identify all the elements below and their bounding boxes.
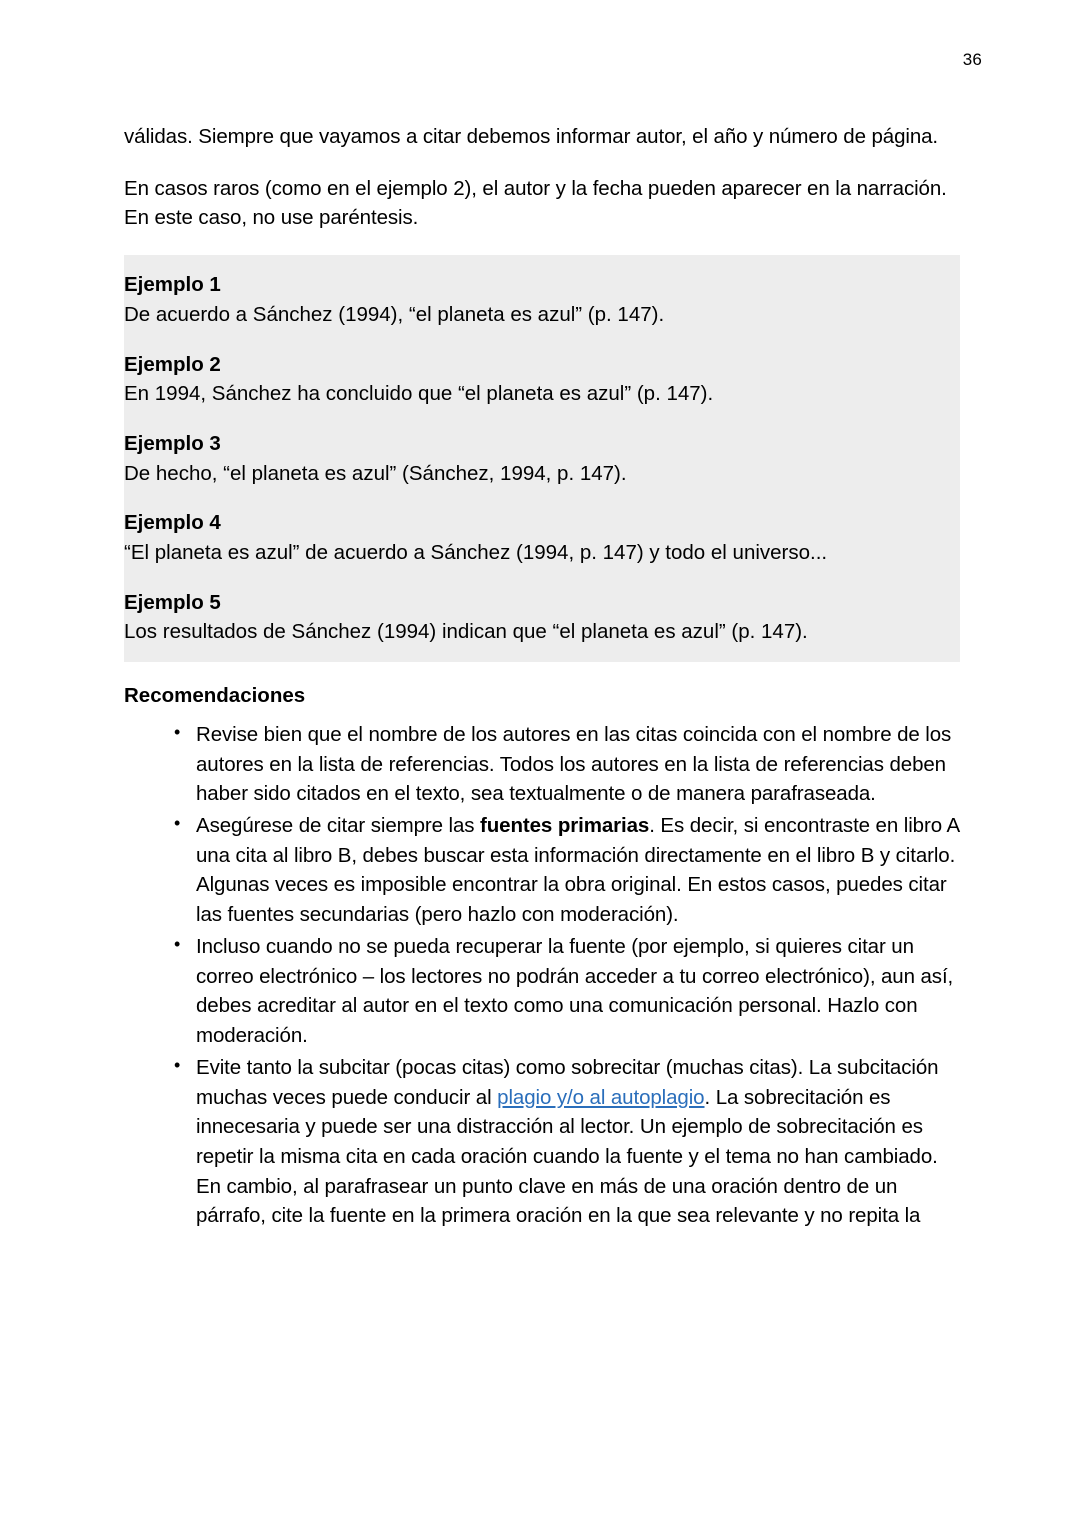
list-item-emphasis: fuentes primarias [480,814,650,838]
list-item [174,932,960,1051]
example-title: Ejemplo 4 [124,511,221,535]
example-title: Ejemplo 1 [124,273,221,297]
section-heading-recomendaciones: Recomendaciones [124,683,306,707]
list-item [174,720,960,809]
example-title: Ejemplo 2 [124,352,221,376]
example-title: Ejemplo 5 [124,590,221,614]
body-paragraph-2: En casos raros (como en el ejemplo 2), el autor y la fecha pueden aparecer en la narración. En este caso, no use paréntesis. [124,176,947,230]
plagio-autoplagio-link[interactable]: plagio y/o al autoplagio [497,1085,705,1109]
example-text: En 1994, Sánchez ha concluido que “el planeta es azul” (p. 147). [124,382,714,406]
example-text: De acuerdo a Sánchez (1994), “el planeta es azul” (p. 147). [124,302,665,326]
list-item-text: Asegúrese de citar siempre las [196,814,481,838]
list-item-text: Incluso cuando no se pueda recuperar la fuente (por ejemplo, si quieres citar un correo electrónico – los lectores no podrán acceder a tu correo electrónico), aun así, debes acreditar al autor en el texto como una comunicación personal. Hazlo con moderación. [196,934,954,1048]
example-block [124,589,960,646]
page-content [124,122,960,1233]
example-text: “El planeta es azul” de acuerdo a Sánchez (1994, p. 147) y todo el universo... [124,540,828,564]
example-block [124,430,960,487]
list-item-text: Revise bien que el nombre de los autores en las citas coincida con el nombre de los autores en la lista de referencias. Todos los autores en la lista de referencias deben haber sido citados en el texto, sea textualmente o de manera parafraseada. [196,722,952,806]
list-item [174,1053,960,1231]
list-item-text-cont: . La sobrecitación es innecesaria y puede ser una distracción al lector. Un ejemplo de sobrecitación es repetir la misma cita en cada oración cuando la fuente y el tema no han cambiado. En cambio, al parafrasear un punto clave en más de una oración dentro de un párrafo, cite la fuente en la primera oración en la que sea relevante y no repita la [196,1085,938,1228]
example-title: Ejemplo 3 [124,431,221,455]
examples-box [124,255,960,662]
body-paragraph-1: válidas. Siempre que vayamos a citar debemos informar autor, el año y número de página. [124,125,939,148]
example-block [124,509,960,566]
example-text: Los resultados de Sánchez (1994) indican que “el planeta es azul” (p. 147). [124,620,808,644]
list-item-text-cont: . Es decir, si encontraste en libro A una cita al libro B, debes buscar esta información directamente en el libro B y citarlo. Algunas veces es imposible encontrar la obra original. En estos casos, puedes citar las fuentes secundarias (pero hazlo con moderación). [196,814,959,927]
list-item-text: Evite tanto la subcitar (pocas citas) como sobrecitar (muchas citas). La subcitación muchas veces puede conducir al [196,1055,939,1109]
recommendations-list [124,720,960,1231]
example-block [124,271,960,328]
list-item [174,811,960,930]
page-number: 36 [962,50,982,69]
example-text: De hecho, “el planeta es azul” (Sánchez, 1994, p. 147). [124,461,627,485]
example-block [124,351,960,408]
